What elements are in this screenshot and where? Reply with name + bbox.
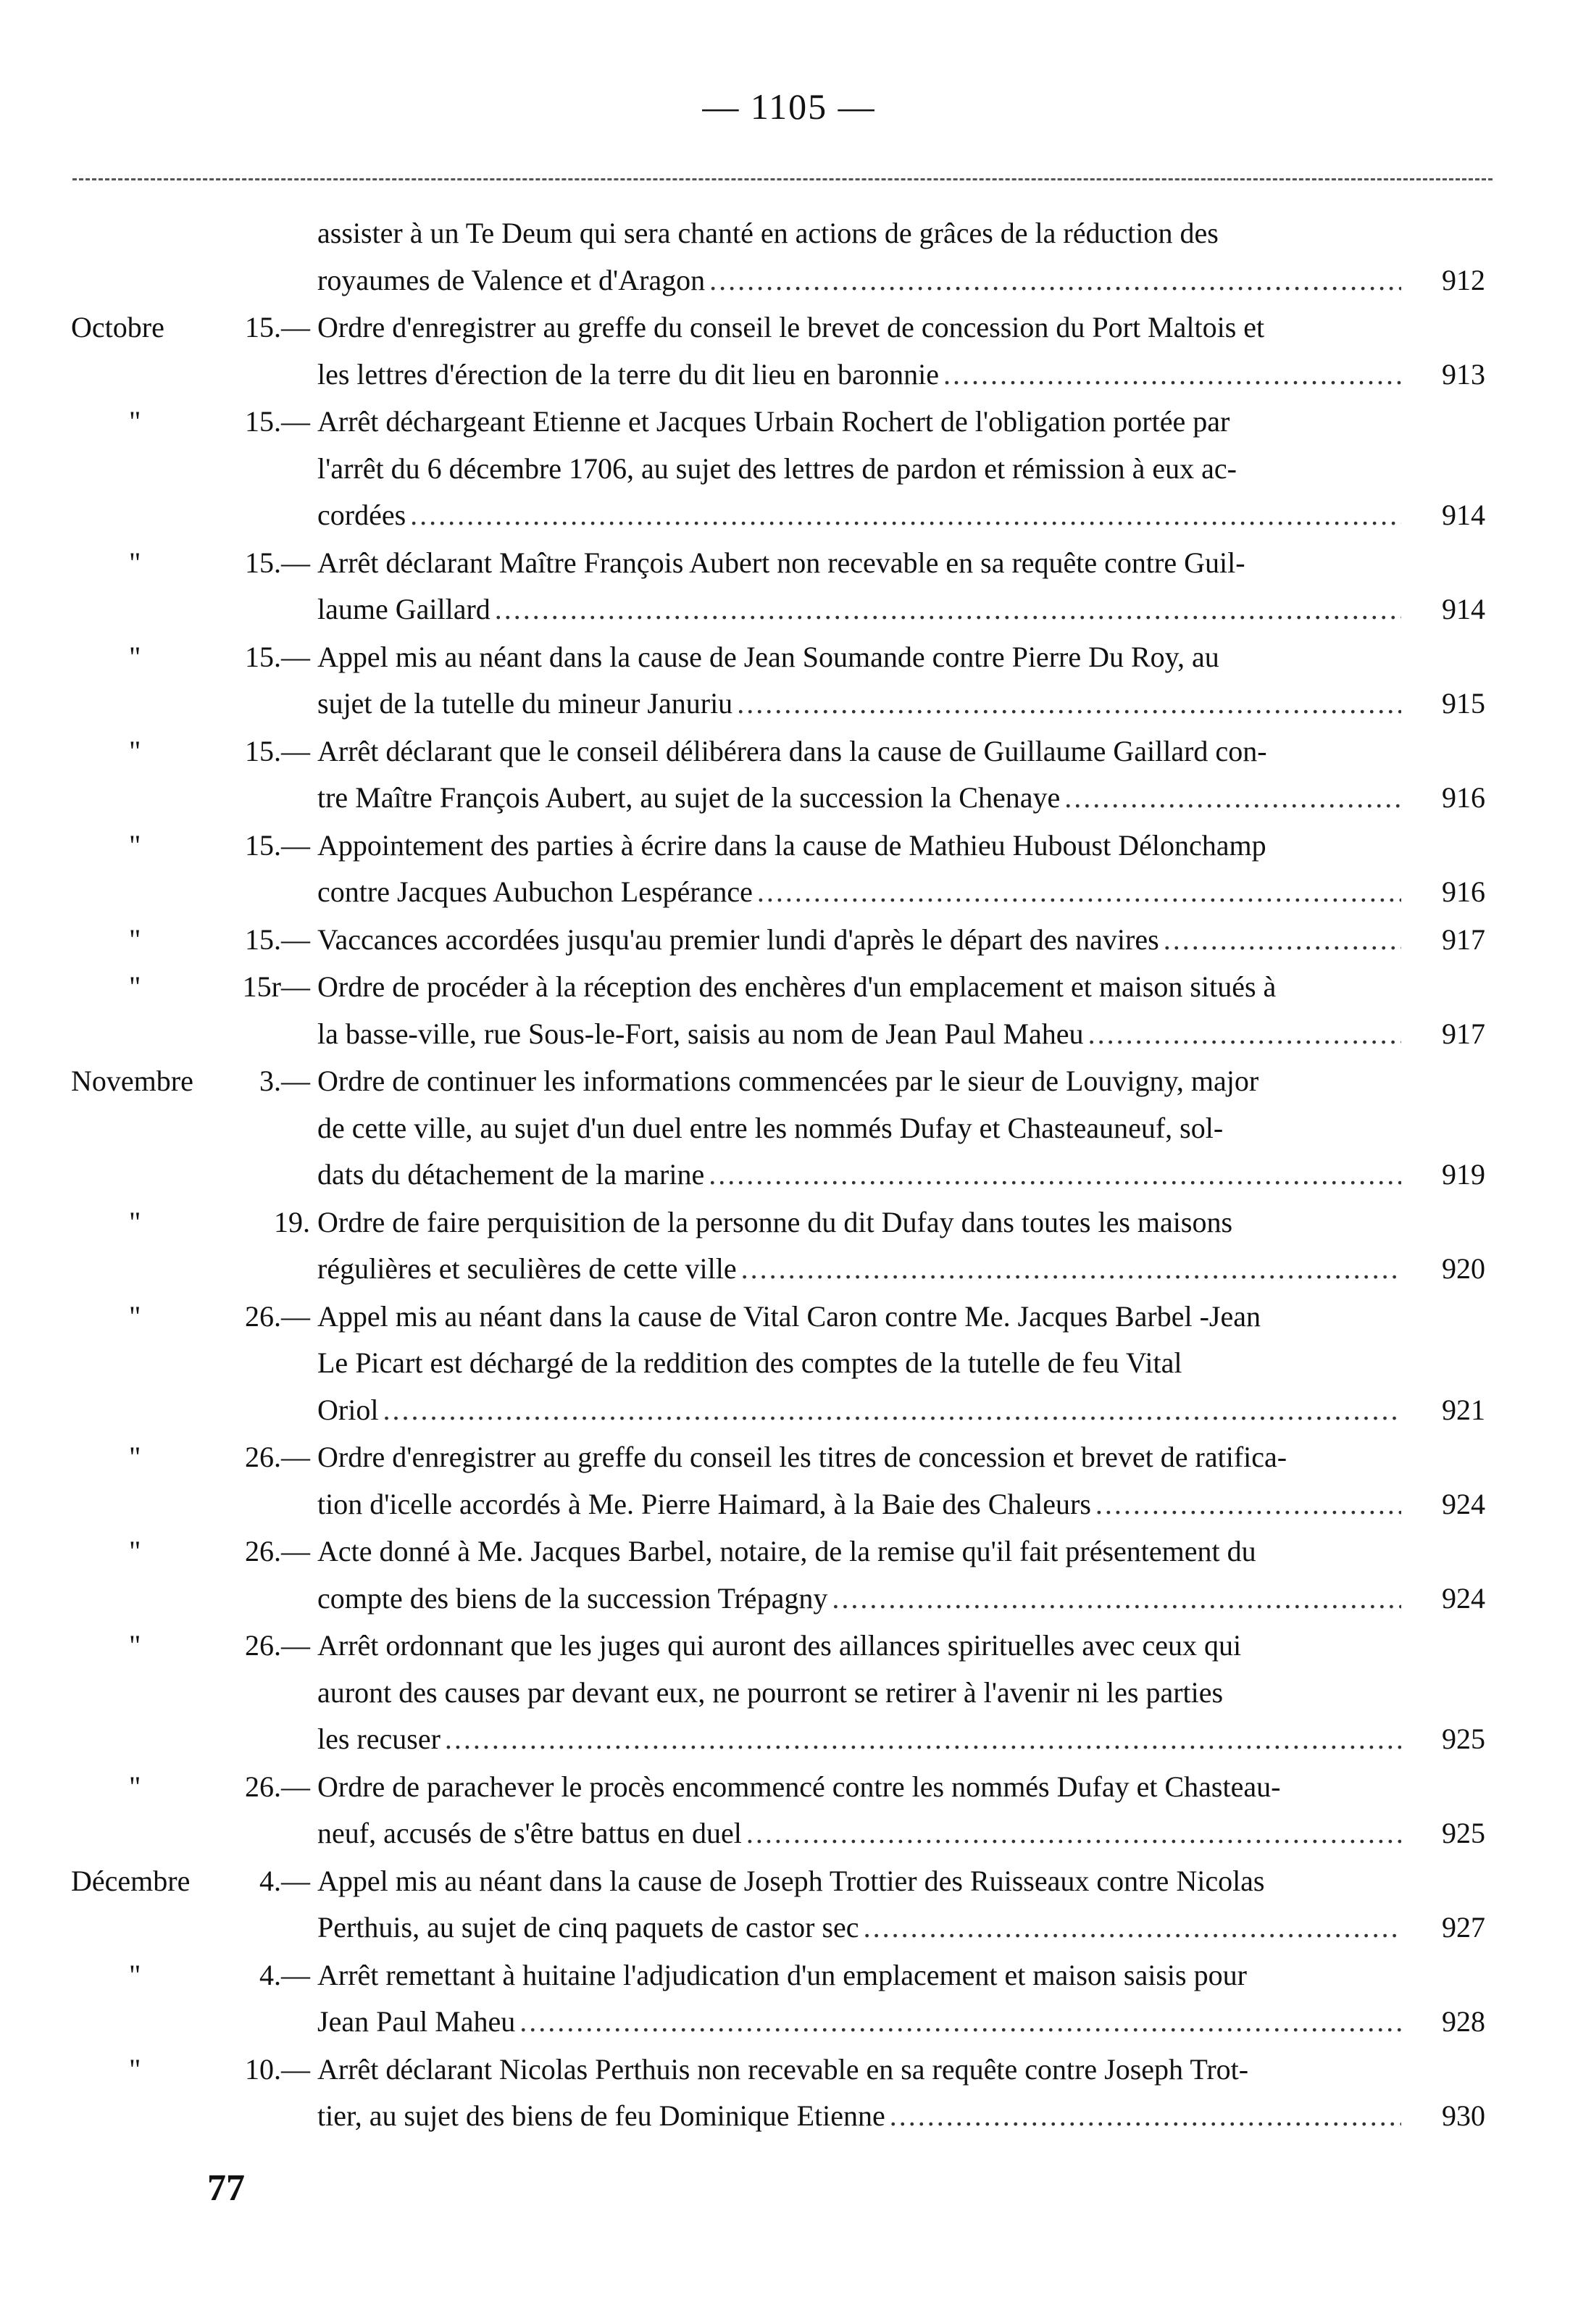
entry-page-number: 912 <box>1442 263 1485 296</box>
entry-text-line: Ordre de procéder à la réception des enchères d'un emplacement et maison situés à <box>317 970 1277 1003</box>
entry-text-line: de cette ville, au sujet d'un duel entre les nommés Dufay et Chasteauneuf, sol- <box>317 1111 1224 1144</box>
index-entry <box>0 210 1578 304</box>
ditto-mark: " <box>129 546 141 579</box>
entry-day: 4.— <box>259 1864 310 1897</box>
dot-leader <box>1088 1011 1401 1058</box>
page-number-header: — 1105 — <box>702 86 876 127</box>
entry-day: 3.— <box>259 1065 310 1097</box>
entry-text-line: assister à un Te Deum qui sera chanté en actions de grâces de la réduction des <box>317 217 1219 249</box>
entry-text-line: Vaccances accordées jusqu'au premier lundi d'après le départ des navires ..... <box>317 917 1485 964</box>
entry-text-line: cordées ..... <box>317 492 1485 539</box>
entry-text-line: sujet de la tutelle du mineur Januriu ..... <box>317 680 1485 728</box>
entry-page-number: 921 <box>1442 1393 1485 1426</box>
entry-page-number: 917 <box>1442 922 1485 956</box>
entry-text-line: Ordre de parachever le procès encommencé contre les nommés Dufay et Chasteau- <box>317 1770 1281 1803</box>
dot-leader <box>737 680 1401 728</box>
entry-text-line: Ordre de continuer les informations commencées par le sieur de Louvigny, major <box>317 1065 1259 1097</box>
dot-leader <box>832 1575 1401 1623</box>
entry-text-line: Appel mis au néant dans la cause de Jean Soumande contre Pierre Du Roy, au <box>317 640 1219 673</box>
dot-leader <box>757 869 1401 916</box>
entry-page-number: 913 <box>1442 357 1485 391</box>
entry-text-line: l'arrêt du 6 décembre 1706, au sujet des lettres de pardon et rémission à eux ac- <box>317 451 1237 485</box>
entry-text-line: Ordre d'enregistrer au greffe du conseil les titres de concession et brevet de ratifica- <box>317 1441 1287 1473</box>
dot-leader <box>410 492 1401 539</box>
dot-leader <box>709 257 1401 304</box>
dot-leader <box>746 1810 1401 1857</box>
ditto-mark: " <box>129 922 141 956</box>
entry-page-number: 917 <box>1442 1017 1485 1050</box>
entry-text-line: la basse-ville, rue Sous-le-Fort, saisis au nom de Jean Paul Maheu ..... <box>317 1011 1485 1058</box>
entry-page-number: 915 <box>1442 687 1485 720</box>
index-entry <box>0 1434 1578 1528</box>
entry-text-line: laume Gaillard ..... <box>317 586 1485 633</box>
entry-text-line: les lettres d'érection de la terre du dit lieu en baronnie ..... <box>317 351 1485 399</box>
entry-text-line: Le Picart est déchargé de la reddition des comptes de la tutelle de feu Vital <box>317 1346 1182 1379</box>
ditto-mark: " <box>129 970 141 1003</box>
entry-day: 26.— <box>245 1629 310 1662</box>
signature-mark: 77 <box>207 2167 245 2209</box>
ditto-mark: " <box>129 2052 141 2086</box>
entry-page-number: 928 <box>1442 2005 1485 2038</box>
ditto-mark: " <box>129 828 141 862</box>
entry-month: Novembre <box>71 1065 193 1097</box>
index-entry <box>0 917 1578 964</box>
entry-text-line: tier, au sujet des biens de feu Dominique Etienne ..... <box>317 2093 1485 2140</box>
dot-leader <box>943 351 1401 399</box>
entry-page-number: 919 <box>1442 1158 1485 1191</box>
entry-text-line: Oriol ..... <box>317 1387 1485 1434</box>
entry-day: 10.— <box>245 2052 310 2086</box>
entry-text-line: Arrêt déchargeant Etienne et Jacques Urbain Rochert de l'obligation portée par <box>317 405 1230 438</box>
ditto-mark: " <box>129 1770 141 1803</box>
ditto-mark: " <box>129 1441 141 1473</box>
index-entry <box>0 1764 1578 1857</box>
entry-text-line: Appointement des parties à écrire dans la cause de Mathieu Huboust Délonchamp <box>317 828 1266 862</box>
entry-text-line: Perthuis, au sujet de cinq paquets de castor sec ..... <box>317 1904 1485 1952</box>
ditto-mark: " <box>129 1958 141 1991</box>
entry-text-line: Ordre d'enregistrer au greffe du conseil le brevet de concession du Port Maltois et <box>317 311 1265 343</box>
index-entry <box>0 1058 1578 1199</box>
index-entry <box>0 1294 1578 1434</box>
dot-leader <box>445 1716 1401 1763</box>
entry-text-line: tre Maître François Aubert, au sujet de la succession la Chenaye ..... <box>317 775 1485 822</box>
dot-leader <box>890 2093 1401 2140</box>
entry-text-line: Acte donné à Me. Jacques Barbel, notaire, de la remise qu'il fait présentement du <box>317 1535 1256 1567</box>
entry-page-number: 914 <box>1442 593 1485 625</box>
entry-text-line: contre Jacques Aubuchon Lespérance ..... <box>317 869 1485 916</box>
index-entry <box>0 822 1578 916</box>
entry-text-line: Arrêt déclarant que le conseil délibérera dans la cause de Guillaume Gaillard con- <box>317 734 1267 767</box>
dot-leader <box>383 1387 1401 1434</box>
entry-text-line: Ordre de faire perquisition de la personne du dit Dufay dans toutes les maisons <box>317 1205 1233 1238</box>
index-entry <box>0 540 1578 633</box>
entry-page-number: 930 <box>1442 2099 1485 2132</box>
entry-month: Octobre <box>71 311 164 343</box>
index-entries-list <box>0 210 1578 2141</box>
entry-page-number: 916 <box>1442 875 1485 908</box>
ditto-mark: " <box>129 405 141 438</box>
index-entry <box>0 1623 1578 1763</box>
entry-day: 19. <box>274 1205 310 1238</box>
entry-text-line: dats du détachement de la marine ..... <box>317 1151 1485 1199</box>
ditto-mark: " <box>129 1629 141 1662</box>
dot-leader <box>1164 917 1401 964</box>
entry-text-line: les recuser ..... <box>317 1716 1485 1763</box>
dot-leader <box>519 1999 1401 2046</box>
dot-leader <box>1064 775 1401 822</box>
ditto-mark: " <box>129 1299 141 1333</box>
entry-day: 26.— <box>245 1441 310 1473</box>
dot-leader <box>495 586 1401 633</box>
entry-text-line: royaumes de Valence et d'Aragon ..... <box>317 257 1485 304</box>
entry-page-number: 924 <box>1442 1581 1485 1615</box>
dot-leader <box>864 1904 1401 1952</box>
entry-day: 15.— <box>245 640 310 673</box>
index-entry <box>0 304 1578 398</box>
ditto-mark: " <box>129 1205 141 1238</box>
index-entry <box>0 1199 1578 1293</box>
ditto-mark: " <box>129 734 141 767</box>
entry-text-line: Arrêt déclarant Nicolas Perthuis non recevable en sa requête contre Joseph Trot- <box>317 2052 1249 2086</box>
entry-text-line: Appel mis au néant dans la cause de Vital Caron contre Me. Jacques Barbel -Jean <box>317 1299 1261 1333</box>
index-entry <box>0 399 1578 539</box>
header-rule <box>72 178 1493 180</box>
dot-leader <box>741 1246 1401 1293</box>
entry-day: 15.— <box>245 311 310 343</box>
entry-page-number: 927 <box>1442 1911 1485 1944</box>
index-entry <box>0 728 1578 822</box>
entry-day: 26.— <box>245 1770 310 1803</box>
index-entry <box>0 1528 1578 1622</box>
entry-day: 15.— <box>245 405 310 438</box>
index-entry <box>0 634 1578 728</box>
entry-text-line: tion d'icelle accordés à Me. Pierre Haimard, à la Baie des Chaleurs ..... <box>317 1481 1485 1528</box>
ditto-mark: " <box>129 1535 141 1567</box>
entry-day: 15.— <box>245 828 310 862</box>
ditto-mark: " <box>129 640 141 673</box>
entry-text-line: régulières et seculières de cette ville ..... <box>317 1246 1485 1293</box>
dot-leader <box>709 1151 1401 1199</box>
entry-day: 15.— <box>245 734 310 767</box>
entry-text-line: Arrêt déclarant Maître François Aubert non recevable en sa requête contre Guil- <box>317 546 1245 579</box>
index-entry <box>0 2046 1578 2140</box>
entry-day: 15r— <box>242 970 310 1003</box>
entry-page-number: 925 <box>1442 1817 1485 1849</box>
entry-page-number: 925 <box>1442 1723 1485 1755</box>
entry-page-number: 924 <box>1442 1487 1485 1520</box>
entry-text-line: Arrêt ordonnant que les juges qui auront des aillances spirituelles avec ceux qui <box>317 1629 1242 1662</box>
entry-day: 15.— <box>245 922 310 956</box>
entry-page-number: 914 <box>1442 499 1485 531</box>
index-entry <box>0 964 1578 1057</box>
dot-leader <box>1095 1481 1401 1528</box>
entry-day: 26.— <box>245 1535 310 1567</box>
entry-page-number: 916 <box>1442 781 1485 814</box>
entry-text-line: Arrêt remettant à huitaine l'adjudication d'un emplacement et maison saisis pour <box>317 1958 1247 1991</box>
entry-month: Décembre <box>71 1864 191 1897</box>
entry-text-line: neuf, accusés de s'être battus en duel ..... <box>317 1810 1485 1857</box>
entry-day: 26.— <box>245 1299 310 1333</box>
entry-day: 4.— <box>259 1958 310 1991</box>
entry-day: 15.— <box>245 546 310 579</box>
index-entry <box>0 1952 1578 2046</box>
entry-page-number: 920 <box>1442 1252 1485 1285</box>
entry-text-line: compte des biens de la succession Trépagny ..... <box>317 1575 1485 1623</box>
entry-text-line: auront des causes par devant eux, ne pourront se retirer à l'avenir ni les parties <box>317 1675 1224 1709</box>
entry-text-line: Appel mis au néant dans la cause de Joseph Trottier des Ruisseaux contre Nicolas <box>317 1864 1265 1897</box>
entry-text-line: Jean Paul Maheu ..... <box>317 1999 1485 2046</box>
index-entry <box>0 1858 1578 1952</box>
